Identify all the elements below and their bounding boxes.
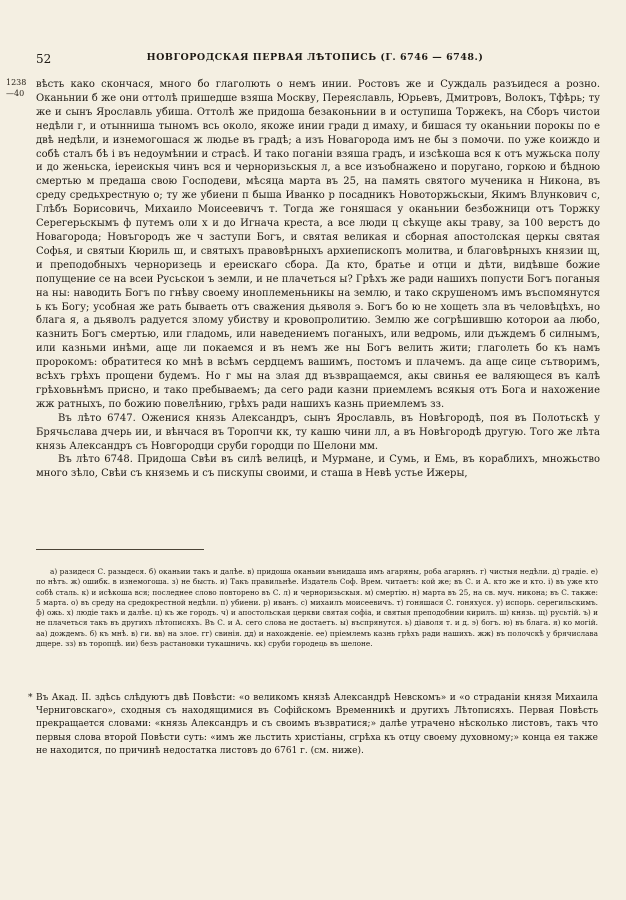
page-number: 52 — [36, 52, 52, 66]
footnote-divider — [36, 549, 204, 550]
margin-year-range: —40 — [6, 89, 25, 98]
page-header — [36, 52, 594, 66]
editorial-note — [28, 692, 598, 758]
asterisk-mark: * — [28, 693, 33, 703]
margin-year: 1238 — [6, 78, 27, 87]
paragraph-chronicle: вѣсть како скончася, много бо глаголють о немъ инии. Ростовъ же и Суждаль разъидеся а розно. Оканьнии б же они оттолѣ пришедше взяша Москву, Переяславль, Юрьевъ, Дмитровъ, Волокъ, Тфѣрь; ту же и сынъ Ярославль убиша. Оттолѣ же придоша безаконьнии в и оступиша Торжекъ, на Сборъ чистои недѣли г, и отынниша тыномъ всь около, якоже инии гради д имаху, и бишася ту оканьнии порокы по е двѣ недѣли, и изнемогошася ж людье въ градѣ; а изъ Новагорода имъ не бы з помочи. по уже коиждо и собѣ сталъ бѣ і въ недоумѣнии и страсѣ. И тако поганіи взяша градъ, и изсѣкоша вся к отъ мужьска полу и до женьска, іереискыя чинъ вся и черноризьскыя л, а все изъобнажено и поругано, горкою и бѣдною смертью м предаша свою Господеви, мѣсяца марта въ 25, на память святого мученика н Никона, въ среду средьхрестную о; ту же убиени п быша Иванко р посадникъ Новоторжьскыи, Якимъ Влункович с, Глѣбъ Борисовичь, Михаило Моисеевичъ т. Тогда же гоняшася у оканьнии безбожници отъ Торжку Серегерьскымъ ф путемъ оли х и до Игнача креста, а все люди ц сѣкуще акы траву, за 100 верстъ до Новагорода; Новъгородъ же ч заступи Богъ, и святая великая и сборная апостолская церкы святая Софья, и святыи Кюриль ш, и святыхъ правовѣрныхъ архиепископъ молитва, и благовѣрныхъ князии щ, и преподобныхъ черноризець и ереискаго сбора. Да кто, братье и отци и дѣти, видѣвше божие попущение се на всеи Русьскои ъ земли, и не плачеться ы? Грѣхъ же ради нашихъ попусти Богъ поганыя на ны: наводить Богъ по гнѣву своему иноплеменьникы на землю, и тако скрушеномъ имъ въспомянутся ь къ Богу; усобная же рать бываеть отъ сважения дьяволя э. Богъ бо ю не хощеть зла въ человѣцѣхъ, но блага я, а дьяволъ радуется злому убиству и кровопролитию. Землю же согрѣшившю которои аа любо, казнить Богъ смертью, или гладомь, или наведениемъ поганыхъ, или ведромь, или дъждемъ б силнымъ, или казньми инѣми, аще ли покаемся и въ немъ же ны Богъ велить жити; глаголеть бо къ намъ пророкомъ: обратитеся ко мнѣ в всѣмъ сердцемъ вашимъ, постомъ и плачемъ. да аще сице сътворимъ, всѣхъ грѣхъ прощени будемъ. Но г мы на злая дд възвращаемся, акы свинья ее валяющеся въ калѣ грѣховьнѣмъ присно, и тако пребываемъ; да сего ради казни приемлемъ всякыя отъ Бога и нахожение жж ратныхъ, по божию повелѣнию, грѣхъ ради нашихъ казнь приемлемъ зз. — [36, 79, 600, 410]
main-text — [6, 78, 600, 481]
footnote-text: а) разидеся С. разыдеся. б) оканьии такъ и далѣе. в) придоша оканьии вънидаша имъ агаряны, роба агарянъ. г) чистыя недѣли. д) градіе. е) по нѣтъ. ж) ошибк. в изнемогоша. з) не бысть. и) Такъ правильнѣе. Издатель Соф. Врем. читаетъ: кой же; въ С. и А. кто же и кто. і) въ уже кто собѣ сталь. к) и исѣкоша вся; последнее слово повторено въ С. л) и черноризьскыя. м) смертію. н) марта въ 25, на св. муч. никона; въ С. также: 5 марта. о) въ среду на средокрестной недѣли. п) убиени. р) иванъ. с) михаилъ моисеевичъ. т) гоняшася С. гоняхуся. у) испорь. серегильскимъ. ф) ожь. х) людіе такъ и далѣе. ц) къ же городъ. ч) и апостольская церкви святая софіа, и святыя преподобнии кирилъ. ш) князь. щ) русьтій. ъ) и не плачеться такъ въ другихъ лѣтописяхъ. Въ С. и А. сего слова не достаетъ. ы) въспрянутся. ь) діаволя т. и д. э) богъ. ю) въ блага. я) ко могій. аа) дождемъ. б) къ мнѣ. в) ги. вв) на злое. гг) свинія. дд) и нахожденіе. ее) пріемлемъ казнь грѣхъ ради нашихъ. жж) въ полочскѣ у брячислава дщере. зз) въ торопцѣ. ии) безъ растановки тукашничь. кк) сруби городець въ шелоне. — [36, 567, 598, 649]
paragraph-6747: Въ лѣто 6747. Оженися князь Александръ, сынъ Ярославль, въ Новѣгородѣ, поя въ Полотьскѣ у Брячьслава дчерь ии, и вѣнчася въ Торопчи кк, ту кашю чини лл, а въ Новѣгородѣ другую. Того же лѣта князь Александръ съ Новгородци сруби городци по Шелони мм. — [36, 412, 600, 452]
paragraph-6748: Въ лѣто 6748. Придоша Свѣи въ силѣ велицѣ, и Мурмане, и Сумь, и Емь, въ кораблихъ, множьство много зѣло, Свѣи съ княземь и съ пискупы своими, и сташа в Невѣ устье Ижеры, — [36, 454, 600, 480]
editorial-note-text: Въ Акад. II. здѣсь слѣдуютъ двѣ Повѣсти: «о великомъ князѣ Александрѣ Невскомъ» и «о страданіи князя Михаила Черниговскаго», сходныя съ находящимися въ Софійскомъ Временникѣ и другихъ Лѣтописяхъ. Первая Повѣсть прекращается словами: «князь Александръ и съ своимъ възвратися;» далѣе утрачено нѣсколько листовъ, такъ что первыя слова второй Повѣсти суть: «имъ же льстить христіаны, сгрѣха къ отцу своему духовному;» конца ея также не находится, по причинѣ недостатка листовъ до 6761 г. (см. ниже). — [36, 693, 598, 756]
variant-footnotes — [36, 567, 598, 649]
running-title: НОВГОРОДСКАЯ ПЕРВАЯ ЛѢТОПИСЬ (Г. 6746 — 6748.) — [146, 52, 484, 63]
